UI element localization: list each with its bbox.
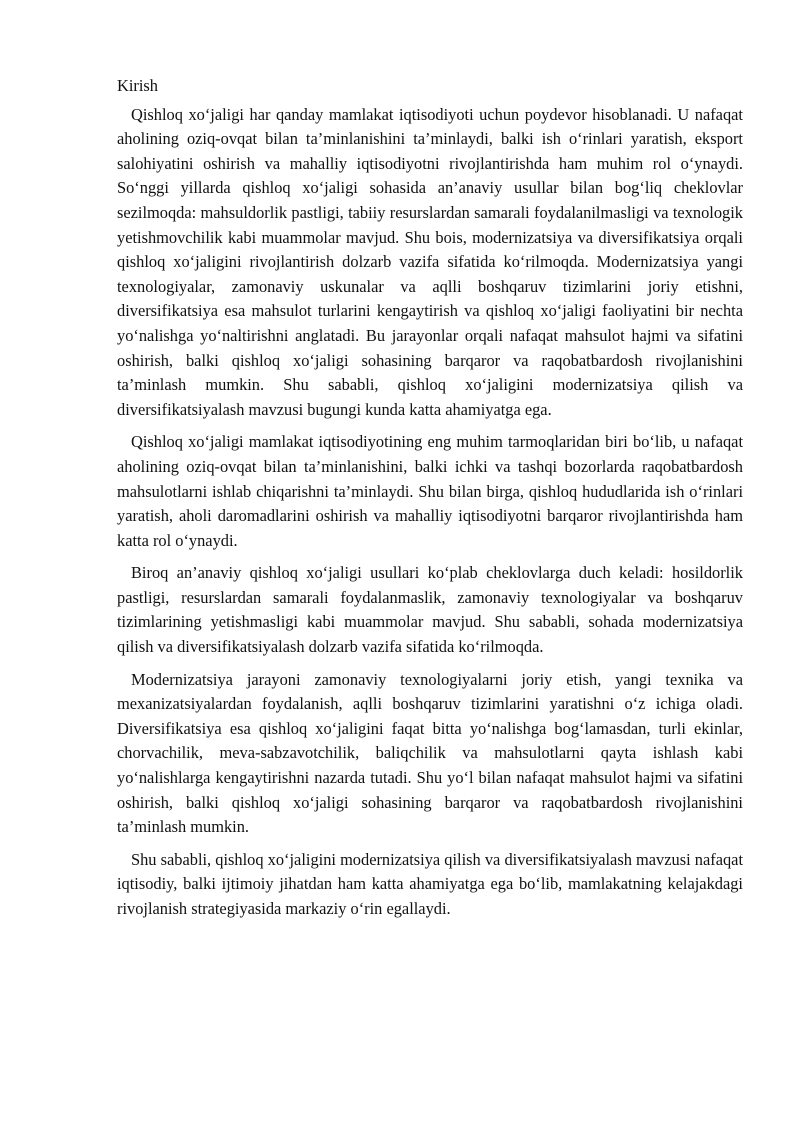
paragraph-3: Biroq an’anaviy qishloq xo‘jaligi usullari ko‘plab cheklovlarga duch keladi: hosildorlik pastligi, resurslardan samarali foydalanmaslik, zamonaviy texnologiyalar va boshqaruv tizimlarining yetishmasligi kabi muammolar mavjud. Shu sababli, sohada modernizatsiya qilish va diversifikatsiyalash dolzarb vazifa sifatida ko‘rilmoqda.	[117, 563, 743, 657]
paragraph-5: Shu sababli, qishloq xo‘jaligini modernizatsiya qilish va diversifikatsiyalash mavzusi nafaqat iqtisodiy, balki ijtimoiy jihatdan ham katta ahamiyatga ega bo‘lib, mamlakatning kelajakdagi rivojlanish strategiyasida markaziy o‘rin egallaydi.	[117, 849, 743, 918]
paragraph-4: Modernizatsiya jarayoni zamonaviy texnologiyalarni joriy etish, yangi texnika va mexanizatsiyalardan foydalanish, aqlli boshqaruv tizimlarini yaratishni o‘z ichiga oladi. Diversifikatsiya esa qishloq xo‘jaligini faqat bitta yo‘nalishga bog‘lamasdan, turli ekinlar, chorvachilik, meva-sabzavotchilik, baliqchilik va mahsulotlarni qayta ishlash kabi yo‘nalishlarga kengaytirishni nazarda tutadi. Shu yo‘l bilan nafaqat mahsulot hajmi va sifatini oshirish, balki qishloq xo‘jaligi sohasining barqaror va raqobatbardosh rivojlanishini ta’minlash mumkin.	[117, 669, 743, 837]
paragraph-2: Qishloq xo‘jaligi mamlakat iqtisodiyotining eng muhim tarmoqlaridan biri bo‘lib, u nafaqat aholining oziq-ovqat bilan ta’minlanishini, balki ichki va tashqi bozorlarda raqobatbardosh mahsulotlarni ishlab chiqarishni ta’minlaydi. Shu bilan birga, qishloq hududlarida ish o‘rinlari yaratish, aholi daromadlarini oshirish va mahalliy iqtisodiyotni barqaror rivojlantirishda ham katta rol o‘ynaydi.	[117, 432, 743, 550]
paragraph-1: Qishloq xo‘jaligi har qanday mamlakat iqtisodiyoti uchun poydevor hisoblanadi. U nafaqat aholining oziq-ovqat bilan ta’minlanishini ta’minlaydi, balki ish o‘rinlari yaratish, eksport salohiyatini oshirish va mahalliy iqtisodiyotni rivojlantirishda ham muhim rol o‘ynaydi. So‘nggi yillarda qishloq xo‘jaligi sohasida an’anaviy usullar bilan bog‘liq cheklovlar sezilmoqda: mahsuldorlik pastligi, tabiiy resurslardan samarali foydalanilmasligi va texnologik yetishmovchilik kabi muammolar mavjud. Shu bois, modernizatsiya va diversifikatsiya orqali qishloq xo‘jaligini rivojlantirish dolzarb vazifa sifatida ko‘rilmoqda. Modernizatsiya yangi texnologiyalar, zamonaviy uskunalar va aqlli boshqaruv tizimlarini joriy etishni, diversifikatsiya esa mahsulot turlarini kengaytirish va qishloq xo‘jaligi faoliyatini bir nechta yo‘nalishga yo‘naltirishni anglatadi. Bu jarayonlar orqali nafaqat mahsulot hajmi va sifatini oshirish, balki qishloq xo‘jaligi sohasining barqaror va raqobatbardosh rivojlanishini ta’minlash mumkin. Shu sababli, qishloq xo‘jaligini modernizatsiya qilish va diversifikatsiyalash mavzusi bugungi kunda katta ahamiyatga ega.	[117, 104, 743, 419]
section-heading: Kirish	[117, 76, 158, 95]
document-page	[117, 74, 743, 930]
